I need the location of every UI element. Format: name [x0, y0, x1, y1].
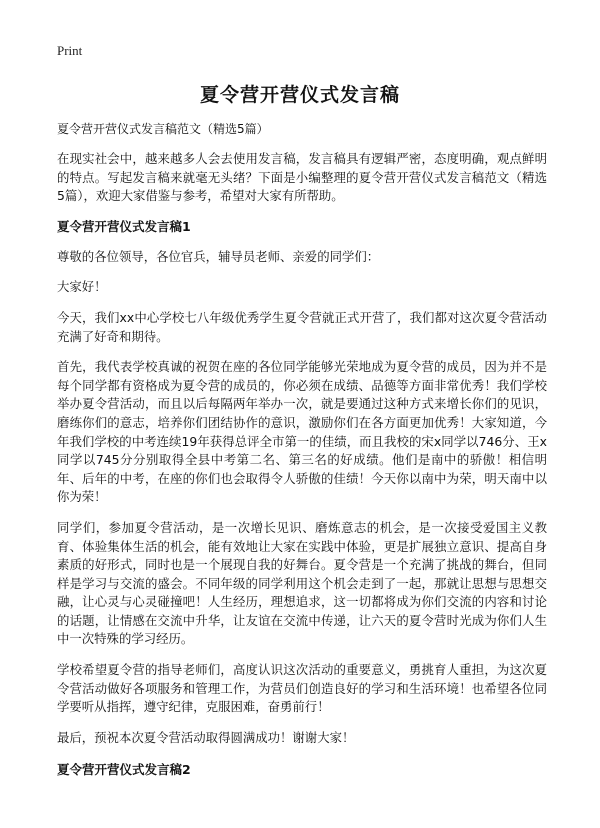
greeting-paragraph: 大家好！: [57, 279, 107, 295]
section-heading-2: 夏令营开营仪式发言稿2: [57, 762, 191, 778]
section-heading-1: 夏令营开营仪式发言稿1: [57, 218, 191, 234]
document-body: [57, 150, 547, 791]
document-subtitle: 夏令营开营仪式发言稿范文（精选5篇）: [57, 122, 269, 136]
closing-paragraph: 最后，预祝本次夏令营活动取得圆满成功！谢谢大家！: [57, 729, 355, 745]
print-link[interactable]: Print: [57, 43, 83, 58]
intro-paragraph: 在现实社会中，越来越多人会去使用发言稿，发言稿具有逻辑严密，态度明确，观点鲜明的特点。写起发言稿来就毫无头绪？下面是小编整理的夏令营开营仪式发言稿范文（精选5篇），欢迎大家借鉴与参考，希望对大家有所帮助。: [57, 151, 547, 204]
salutation-paragraph: 尊敬的各位领导，各位官兵，辅导员老师、亲爱的同学们：: [57, 248, 380, 264]
hope-paragraph: 学校希望夏令营的指导老师们，高度认识这次活动的重要意义，勇挑育人重担，为这次夏令营活动做好各项服务和管理工作，为营员们创造良好的学习和生活环境！也希望各位同学要听从指挥，遵守纪律，克服困难，奋勇前行！: [57, 662, 547, 715]
opening-paragraph: 今天，我们xx中心学校七八年级优秀学生夏令营就正式开营了，我们都对这次夏令营活动充满了好奇和期待。: [57, 309, 547, 344]
congratulation-paragraph: 首先，我代表学校真诚的祝贺在座的各位同学能够光荣地成为夏令营的成员，因为并不是每个同学都有资格成为夏令营的成员的，你必须在成绩、品德等方面非常优秀！我们学校举办夏令营活动，而且以后每隔两年举办一次，就是要通过这种方式来增长你们的见识，磨练你们的意志，培养你们团结协作的意识，激励你们在各方面更加优秀！大家知道，今年我们学校的中考连续19年获得总评全市第一的佳绩，而且我校的宋x同学以746分、王x同学以745分分别取得全县中考第二名、第三名的好成绩。他们是南中的骄傲！相信明年、后年的中考，在座的你们也会取得令人骄傲的佳绩！今天你以南中为荣，明天南中以你为荣！: [57, 359, 547, 505]
activity-paragraph: 同学们，参加夏令营活动，是一次增长见识、磨炼意志的机会，是一次接受爱国主义教育、体验集体生活的机会，能有效地让大家在实践中体验，更是扩展独立意识、提高自身素质的好形式，同时也是一个展现自我的好舞台。夏令营是一个充满了挑战的舞台，但同样是学习与交流的盛会。不同年级的同学利用这个机会走到了一起，那就让思想与思想交融，让心灵与心灵碰撞吧！人生经历，理想追求，这一切都将成为你们交流的内容和讨论的话题，让情感在交流中升华，让友谊在交流中传递，让六天的夏令营时光成为你们人生中一次特殊的学习经历。: [57, 519, 547, 647]
page-title: 夏令营开营仪式发言稿: [199, 84, 400, 106]
